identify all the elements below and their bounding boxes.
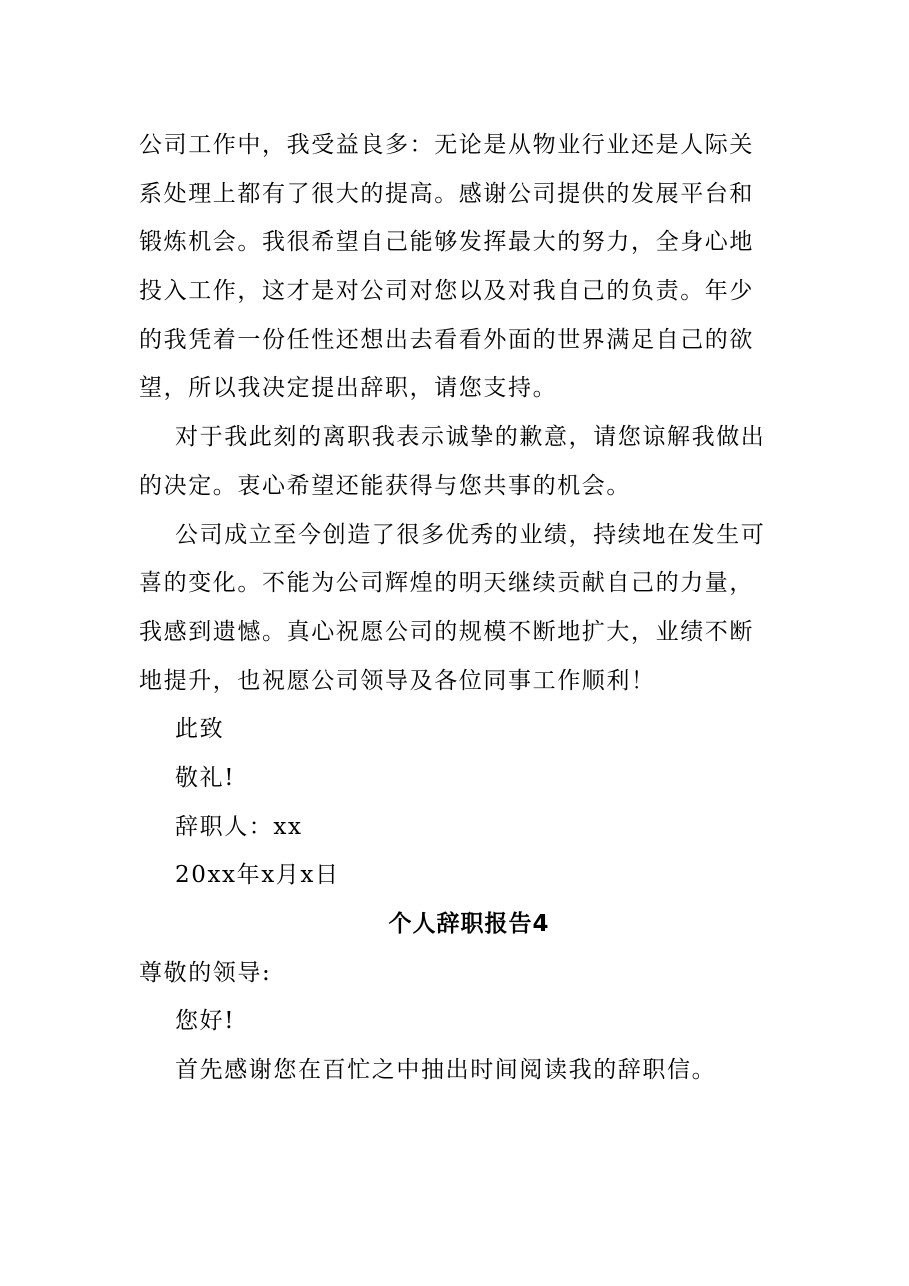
- text-line: 公司工作中，我受益良多：无论是从物业行业还是人际关: [139, 132, 754, 158]
- text-line: 系处理上都有了很大的提高。感谢公司提供的发展平台和: [139, 180, 754, 207]
- section-title: 个人辞职报告4: [388, 911, 550, 937]
- text-line: 的我凭着一份任性还想出去看看外面的世界满足自己的欲: [139, 326, 754, 353]
- paragraph-2: [139, 413, 779, 510]
- text-line: 地提升，也祝愿公司领导及各位同事工作顺利！: [139, 667, 656, 694]
- text-line: 公司成立至今创造了很多优秀的业绩，持续地在发生可: [175, 521, 766, 548]
- text-line: 对于我此刻的离职我表示诚挚的歉意，请您谅解我做出: [175, 424, 766, 451]
- closing-salute: 敬礼!: [175, 764, 236, 791]
- greeting: 您好!: [175, 1008, 236, 1035]
- text-line: 的决定。衷心希望还能获得与您共事的机会。: [139, 472, 631, 499]
- text-line: 喜的变化。不能为公司辉煌的明天继续贡献自己的力量，: [139, 570, 754, 597]
- text-line: 望，所以我决定提出辞职，请您支持。: [139, 375, 558, 402]
- text-line: 锻炼机会。我很希望自己能够发挥最大的努力，全身心地: [139, 229, 754, 256]
- document-body: [139, 121, 779, 1095]
- salutation: 尊敬的领导:: [139, 959, 272, 986]
- paragraph-3: [139, 511, 779, 706]
- text-line: 投入工作，这才是对公司对您以及对我自己的负责。年少: [139, 278, 754, 305]
- signer-line: 辞职人：xx: [175, 813, 303, 840]
- paragraph-1: [139, 121, 779, 413]
- opening-line: 首先感谢您在百忙之中抽出时间阅读我的辞职信。: [175, 1057, 717, 1084]
- text-line: 我感到遗憾。真心祝愿公司的规模不断地扩大，业绩不断: [139, 618, 754, 645]
- closing-regards: 此致: [175, 716, 225, 743]
- date-line: 20xx年x月x日: [175, 862, 340, 889]
